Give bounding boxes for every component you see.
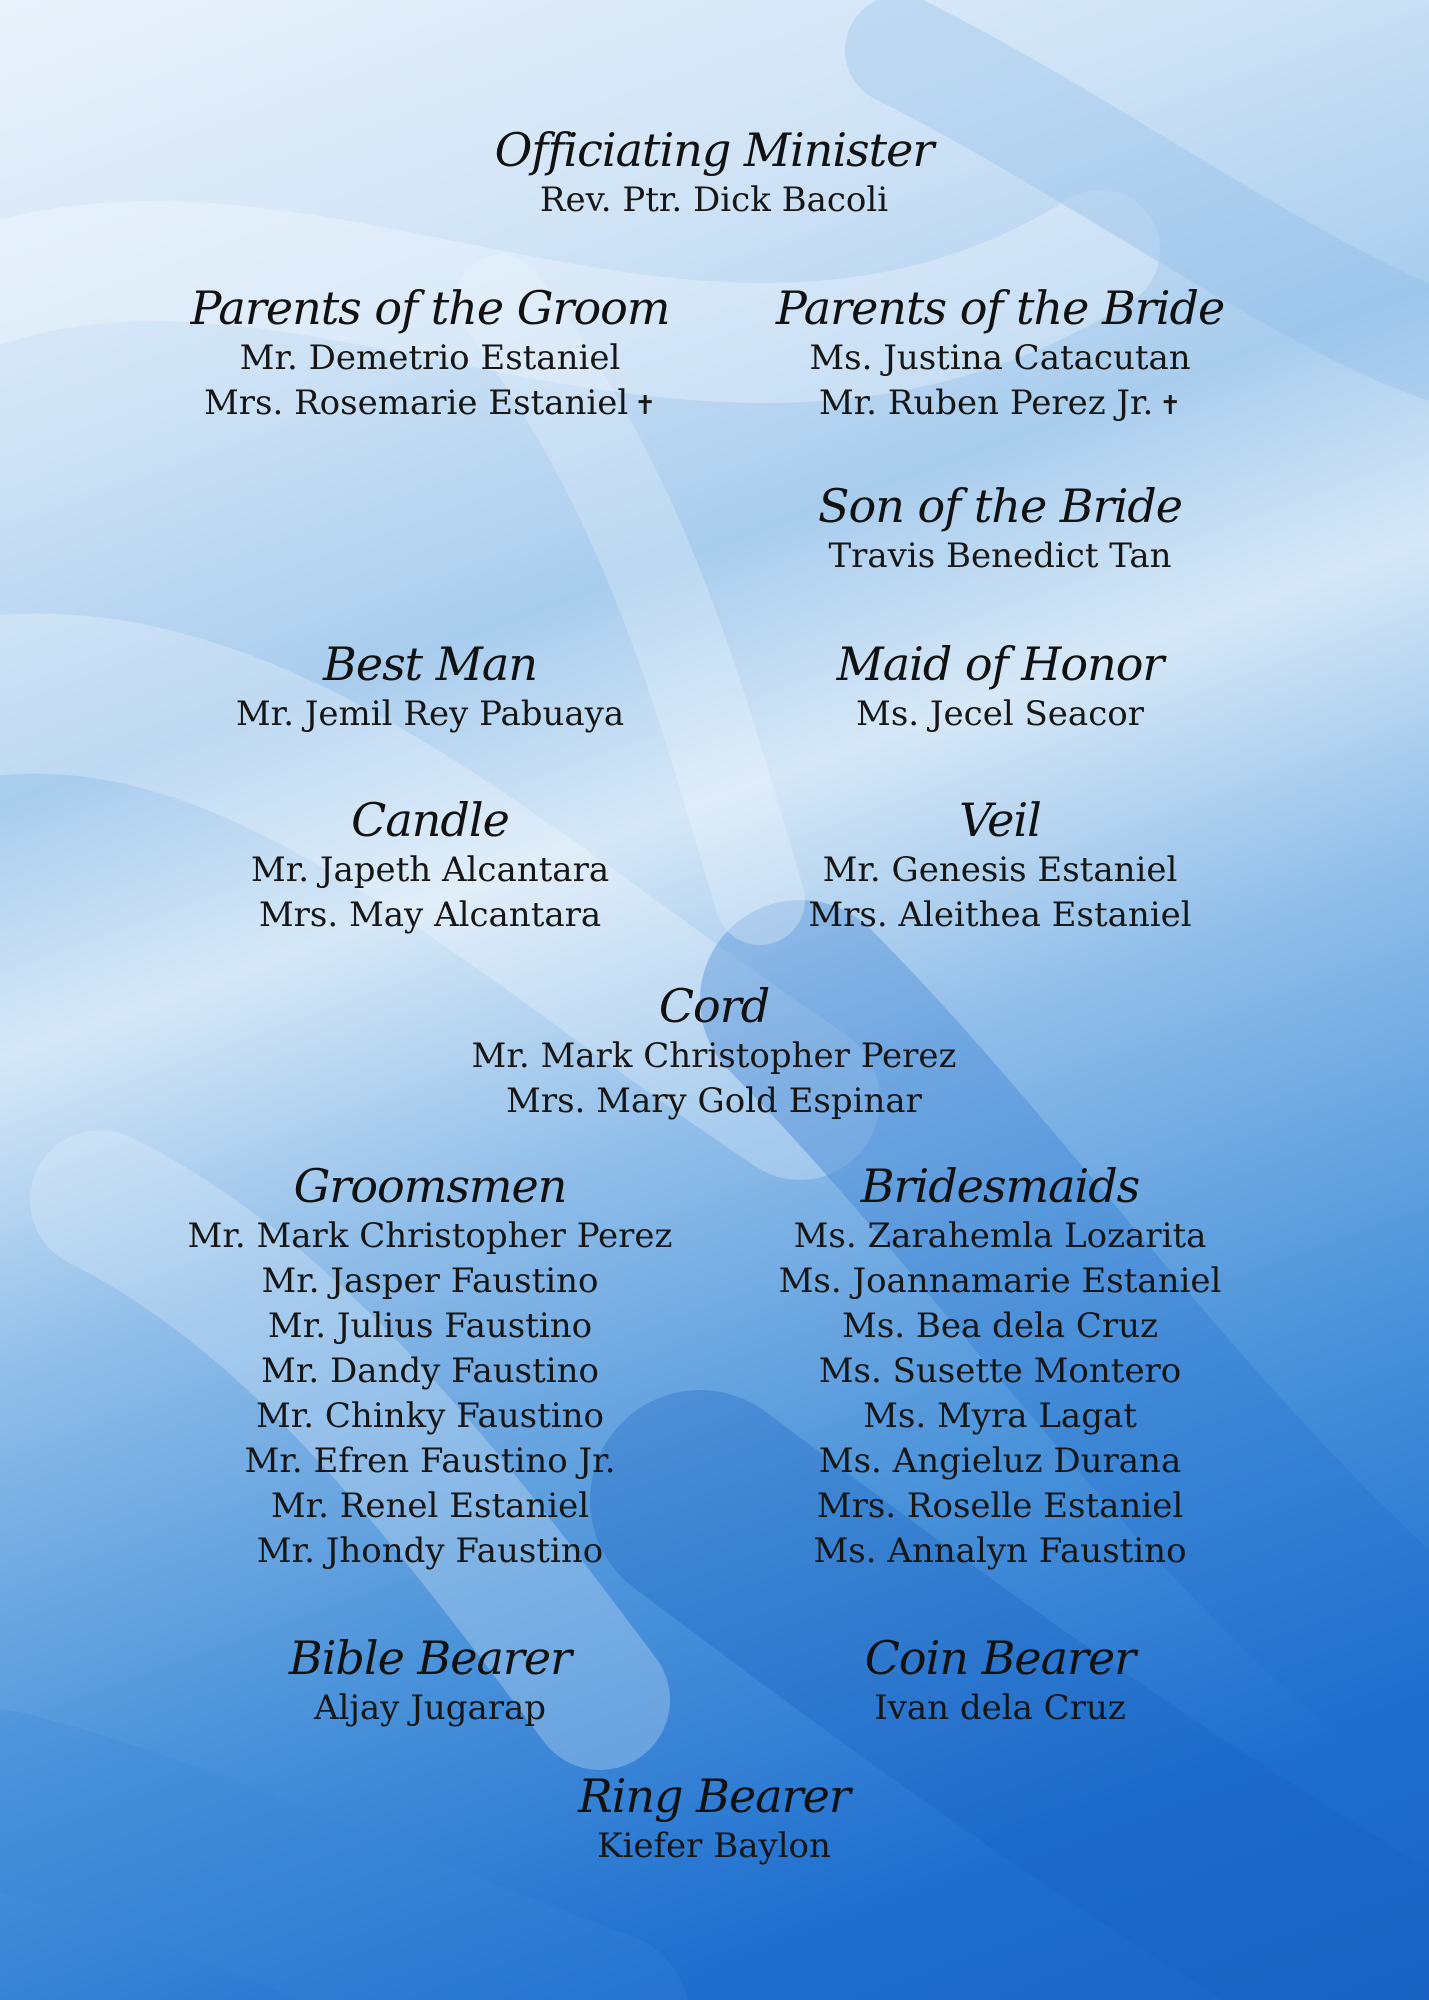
groomsman-name: Mr. Julius Faustino — [267, 1306, 593, 1346]
groomsman-name: Mr. Efren Faustino Jr. — [244, 1441, 616, 1481]
groomsman-name: Mr. Jhondy Faustino — [256, 1531, 604, 1571]
maid-of-honor-title: Maid of Honor — [836, 637, 1164, 691]
bride-parents-section — [700, 280, 1300, 429]
bride-parents-title: Parents of the Bride — [775, 281, 1225, 335]
best-man-name: Mr. Jemil Rey Pabuaya — [235, 694, 625, 734]
bridesmaid-name: Ms. Joannamarie Estaniel — [778, 1261, 1222, 1301]
bridesmaid-name: Ms. Susette Montero — [818, 1351, 1182, 1391]
cord-name: Mrs. Mary Gold Espinar — [506, 1081, 922, 1121]
candle-name: Mrs. May Alcantara — [258, 895, 602, 935]
groomsman-name: Mr. Chinky Faustino — [255, 1396, 605, 1436]
ring-bearer-section — [214, 1768, 1214, 1869]
cross-icon: ✝ — [634, 391, 657, 421]
bride-father-name: Mr. Ruben Perez Jr. — [818, 383, 1154, 423]
officiating-minister-section — [214, 122, 1214, 223]
bible-bearer-title: Bible Bearer — [288, 1631, 572, 1685]
groomsman-name: Mr. Mark Christopher Perez — [187, 1216, 673, 1256]
bible-bearer-name: Aljay Jugarap — [313, 1688, 547, 1728]
maid-of-honor-name: Ms. Jecel Seacor — [856, 694, 1144, 734]
ring-bearer-title: Ring Bearer — [578, 1769, 850, 1823]
cord-title: Cord — [658, 979, 770, 1033]
coin-bearer-title: Coin Bearer — [864, 1631, 1136, 1685]
groom-mother-name: Mrs. Rosemarie Estaniel — [203, 383, 629, 423]
groom-parents-title: Parents of the Groom — [190, 281, 670, 335]
coin-bearer-name: Ivan dela Cruz — [874, 1688, 1126, 1728]
cord-section — [214, 978, 1214, 1124]
bridesmaid-name: Ms. Zarahemla Lozarita — [793, 1216, 1207, 1256]
candle-title: Candle — [351, 793, 509, 847]
groomsmen-title: Groomsmen — [293, 1159, 567, 1213]
candle-name: Mr. Japeth Alcantara — [250, 850, 610, 890]
bridesmaid-name: Mrs. Roselle Estaniel — [816, 1486, 1184, 1526]
bridesmaid-name: Ms. Angieluz Durana — [818, 1441, 1182, 1481]
officiating-minister-title: Officiating Minister — [494, 123, 934, 177]
veil-section — [700, 792, 1300, 938]
groomsman-name: Mr. Jasper Faustino — [261, 1261, 599, 1301]
son-of-bride-name: Travis Benedict Tan — [828, 536, 1172, 576]
candle-section — [130, 792, 730, 938]
veil-name: Mr. Genesis Estaniel — [822, 850, 1178, 890]
bridesmaid-name: Ms. Annalyn Faustino — [813, 1531, 1187, 1571]
best-man-section — [130, 636, 730, 737]
groom-father-name: Mr. Demetrio Estaniel — [239, 338, 621, 378]
son-of-bride-title: Son of the Bride — [818, 479, 1182, 533]
cord-name: Mr. Mark Christopher Perez — [471, 1036, 957, 1076]
best-man-title: Best Man — [323, 637, 537, 691]
son-of-bride-section — [700, 478, 1300, 579]
veil-name: Mrs. Aleithea Estaniel — [808, 895, 1192, 935]
bible-bearer-section — [130, 1630, 730, 1731]
officiating-minister-name: Rev. Ptr. Dick Bacoli — [539, 180, 889, 220]
maid-of-honor-section — [700, 636, 1300, 737]
bridesmaid-name: Ms. Myra Lagat — [863, 1396, 1137, 1436]
groomsman-name: Mr. Renel Estaniel — [270, 1486, 590, 1526]
cross-icon: ✝ — [1159, 391, 1182, 421]
coin-bearer-section — [700, 1630, 1300, 1731]
groomsmen-section — [130, 1158, 730, 1574]
bridesmaids-title: Bridesmaids — [860, 1159, 1140, 1213]
groom-parents-section — [130, 280, 730, 429]
groomsman-name: Mr. Dandy Faustino — [261, 1351, 599, 1391]
bridesmaid-name: Ms. Bea dela Cruz — [842, 1306, 1158, 1346]
bridesmaids-section — [700, 1158, 1300, 1574]
veil-title: Veil — [959, 793, 1041, 847]
bride-mother-name: Ms. Justina Catacutan — [809, 338, 1191, 378]
ring-bearer-name: Kiefer Baylon — [597, 1826, 831, 1866]
